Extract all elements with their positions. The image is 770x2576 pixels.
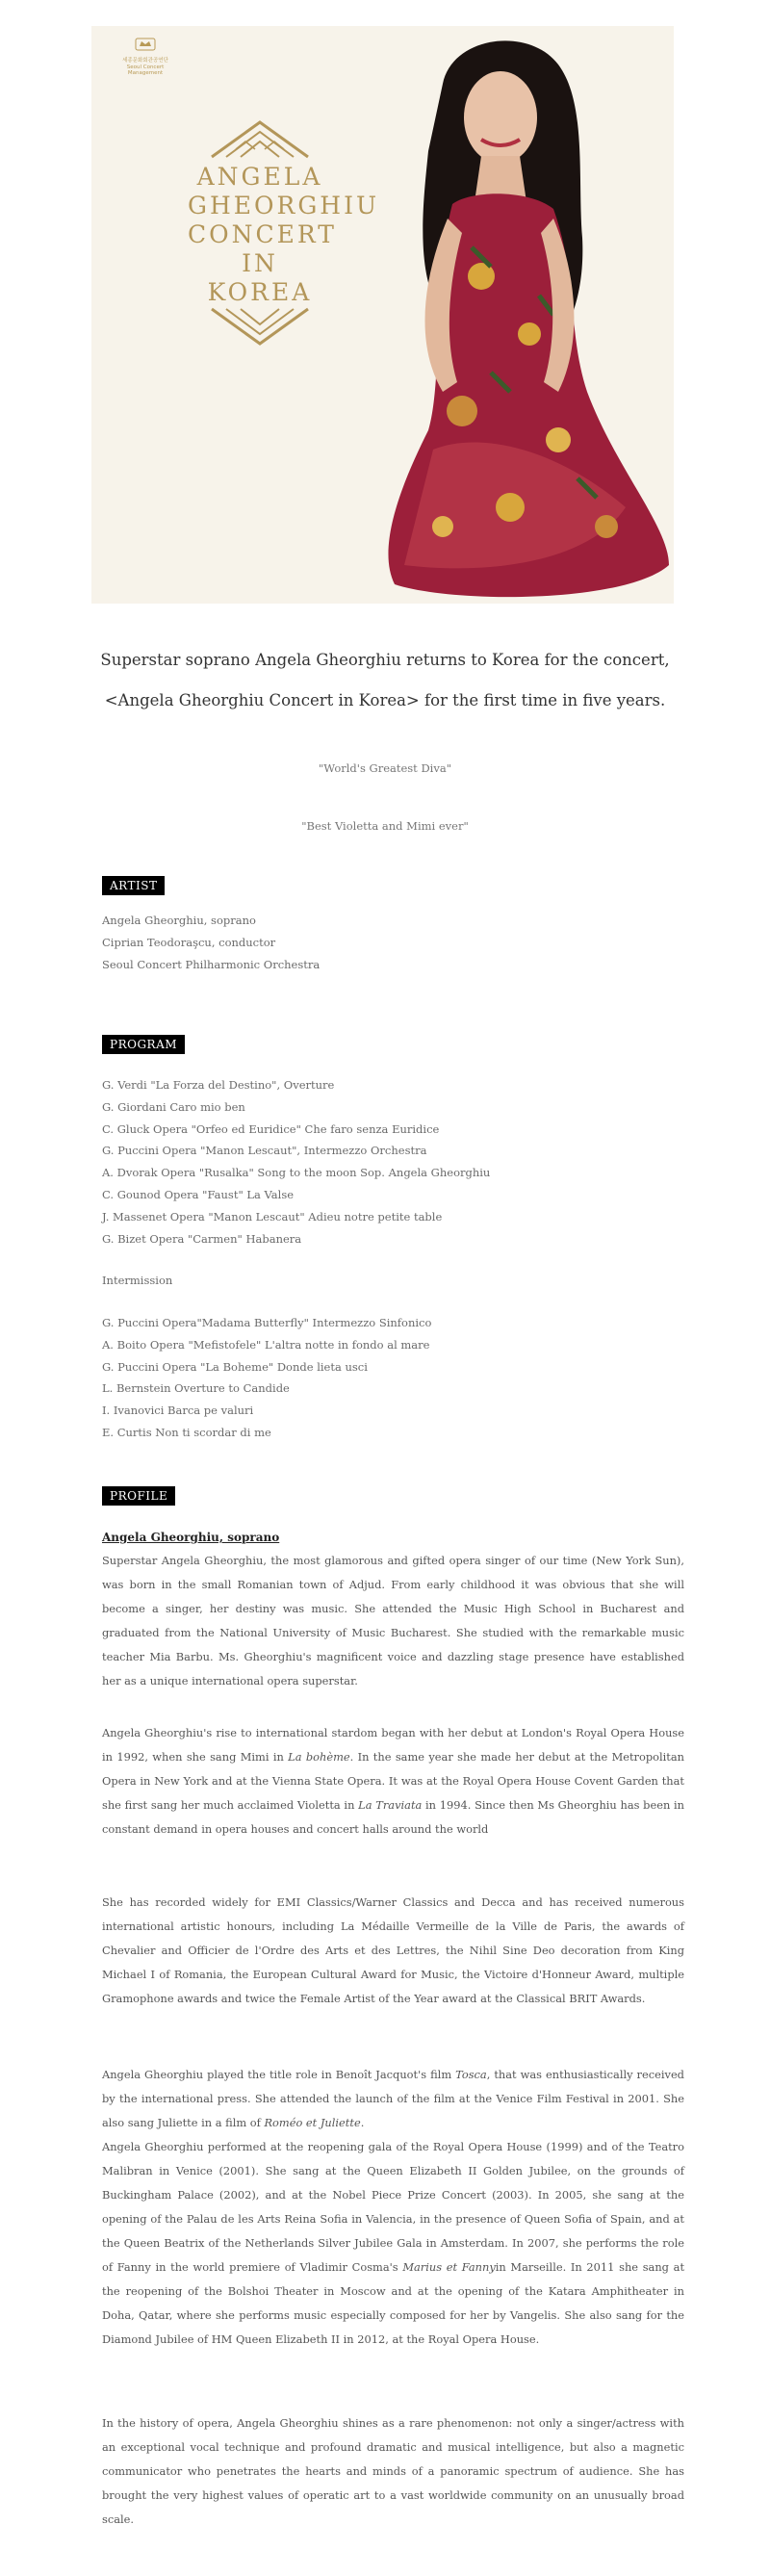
headline-line-2: <Angela Gheorghiu Concert in Korea> for the first time in five years. xyxy=(104,691,666,709)
program-list-part1 xyxy=(102,1074,689,1249)
program-item: C. Gluck Opera "Orfeo ed Euridice" Che faro senza Euridice xyxy=(102,1121,440,1136)
quote-1: "World's Greatest Diva" xyxy=(319,761,451,775)
program-list-part2 xyxy=(102,1312,689,1444)
p2-italic-2: La Traviata xyxy=(358,1798,423,1812)
logo-text: 세종문화회관공연단 xyxy=(122,58,168,64)
ornament-bottom-icon xyxy=(207,307,313,346)
profile-paragraph-6: In the history of opera, Angela Gheorghiu shines as a rare phenomenon: not only a singer/actress with an exceptional vocal technique and profound dramatic and musical intelligence, but also a magnetic communicator who penetrates the hearts and minds of a panoramic spectrum of audience. She has brought the very highest values of operatic art to a vast worldwide community on an unusually broad scale. xyxy=(102,2416,684,2526)
intermission-label xyxy=(102,1270,689,1292)
p4-text-a: Angela Gheorghiu played the title role in Benoît Jacquot's film xyxy=(102,2068,456,2081)
p5-text-a: Angela Gheorghiu performed at the reopening gala of the Royal Opera House (1999) and of the Teatro Malibran in Venice (2001). She sang at the Queen Elizabeth II Golden Jubilee, on the grounds of Buckingham Palace (2002), and at the Nobel Piece Prize Concert (2003). In 2005, she sang at the opening of the Palau de les Arts Reina Sofia in Valencia, in the presence of Queen Sofia of Spain, and at the Queen Beatrix of the Netherlands Silver Jubilee Gala in Amsterdam. In 2007, she performs the role of Fanny in the world premiere of Vladimir Cosma's xyxy=(102,2140,684,2274)
logo-subtext: Seoul Concert Management xyxy=(126,64,165,77)
p5-italic-1: Marius et Fanny xyxy=(402,2260,496,2274)
profile-paragraph-3: She has recorded widely for EMI Classics/Warner Classics and Decca and has received numerous international artistic honours, including La Médaille Vermeille de la Ville de Paris, the awards of Chevalier and Officier de l'Ordre des Arts et des Lettres, the Nihil Sine Deo decoration from King Michael I of Romania, the European Cultural Award for Music, the Victoire d'Honneur Award, multiple Gramophone awards and twice the Female Artist of the Year award at the Classical BRIT Awards. xyxy=(102,1895,684,2005)
quote-2: "Best Violetta and Mimi ever" xyxy=(301,819,469,833)
artist-tag: ARTIST xyxy=(102,876,165,895)
presenter-logo xyxy=(115,38,176,77)
p2-text-b: . In the same year she made her debut at the Metropolitan Opera in New York and at the Vienna State Opera. It was at the Royal Opera House Covent Garden that she first sang her much acclaimed Violetta in xyxy=(102,1750,684,1812)
program-item: A. Dvorak Opera "Rusalka" Song to the moon Sop. Angela Gheorghiu xyxy=(102,1166,491,1180)
artist-list xyxy=(102,910,689,975)
program-item: J. Massenet Opera "Manon Lescaut" Adieu notre petite table xyxy=(102,1209,443,1224)
profile-paragraph-4 xyxy=(102,2063,684,2135)
program-item: C. Gounod Opera "Faust" La Valse xyxy=(102,1187,295,1201)
singer-photo xyxy=(337,26,674,604)
program-tag: PROGRAM xyxy=(102,1035,185,1054)
program-item: G. Puccini Opera"Madama Butterfly" Intermezzo Sinfonico xyxy=(102,1316,432,1329)
p4-italic-1: Tosca xyxy=(455,2068,487,2081)
program-item: A. Boito Opera "Mefistofele" L'altra notte in fondo al mare xyxy=(102,1337,430,1352)
ornament-top-icon xyxy=(207,120,313,159)
intermission-text: Intermission xyxy=(102,1274,173,1287)
artist-line: Ciprian Teodoraşcu, conductor xyxy=(102,935,276,949)
poster-title: ANGELA GHEORGHIU CONCERT IN KOREA xyxy=(188,163,380,306)
program-item: G. Puccini Opera "La Boheme" Donde lieta usci xyxy=(102,1359,368,1374)
program-item: E. Curtis Non ti scordar di me xyxy=(102,1425,271,1439)
p2-text-a: Angela Gheorghiu's rise to international stardom began with her debut at London's Royal Opera House in 1992, when she sang Mimi in xyxy=(102,1726,684,1764)
profile-tag: PROFILE xyxy=(102,1486,175,1506)
p4-text-b: , that was enthusiastically received by the international press. She attended the launch of the film at the Venice Film Festival in 2001. She also sang Juliette in a film of xyxy=(102,2068,684,2129)
crown-logo-icon xyxy=(135,38,156,51)
poster-title-block xyxy=(188,120,380,349)
program-item: G. Verdi "La Forza del Destino", Overture xyxy=(102,1078,335,1092)
concert-poster xyxy=(91,26,674,604)
profile-name: Angela Gheorghiu, soprano xyxy=(102,1531,280,1544)
program-item: G. Puccini Opera "Manon Lescaut", Intermezzo Orchestra xyxy=(102,1144,427,1158)
profile-paragraph-5 xyxy=(102,2135,684,2352)
artist-line: Angela Gheorghiu, soprano xyxy=(102,914,256,927)
p4-text-c: . xyxy=(360,2116,365,2129)
profile-paragraph-1: Superstar Angela Gheorghiu, the most glamorous and gifted opera singer of our time (New York Sun), was born in the small Romanian town of Adjud. From early childhood it was obvious that she will become a singer, her destiny was music. She attended the Music High School in Bucharest and graduated from the National University of Music Bucharest. She studied with the remarkable music teacher Mia Barbu. Ms. Gheorghiu's magnificent voice and dazzling stage presence have established her as a unique international opera superstar. xyxy=(102,1554,684,1687)
p2-italic-1: La bohème xyxy=(288,1750,350,1764)
program-item: G. Giordani Caro mio ben xyxy=(102,1099,245,1114)
program-item: G. Bizet Opera "Carmen" Habanera xyxy=(102,1231,302,1246)
p2-text-c: in 1994. Since then Ms Gheorghiu has been in constant demand in opera houses and concert halls around the world xyxy=(102,1798,684,1836)
profile-paragraph-2 xyxy=(102,1721,684,1842)
p5-text-b: in Marseille. In 2011 she sang at the reopening of the Bolshoi Theater in Moscow and at the opening of the Katara Amphitheater in Doha, Qatar, where she performs music especially composed for her by Vangelis. She also sang for the Diamond Jubilee of HM Queen Elizabeth II in 2012, at the Royal Opera House. xyxy=(102,2260,685,2346)
program-item: I. Ivanovici Barca pe valuri xyxy=(102,1404,254,1418)
program-item: L. Bernstein Overture to Candide xyxy=(102,1381,290,1396)
artist-line: Seoul Concert Philharmonic Orchestra xyxy=(102,957,321,971)
p4-italic-2: Roméo et Juliette xyxy=(264,2116,361,2129)
headline-line-1: Superstar soprano Angela Gheorghiu returns to Korea for the concert, xyxy=(100,651,670,669)
